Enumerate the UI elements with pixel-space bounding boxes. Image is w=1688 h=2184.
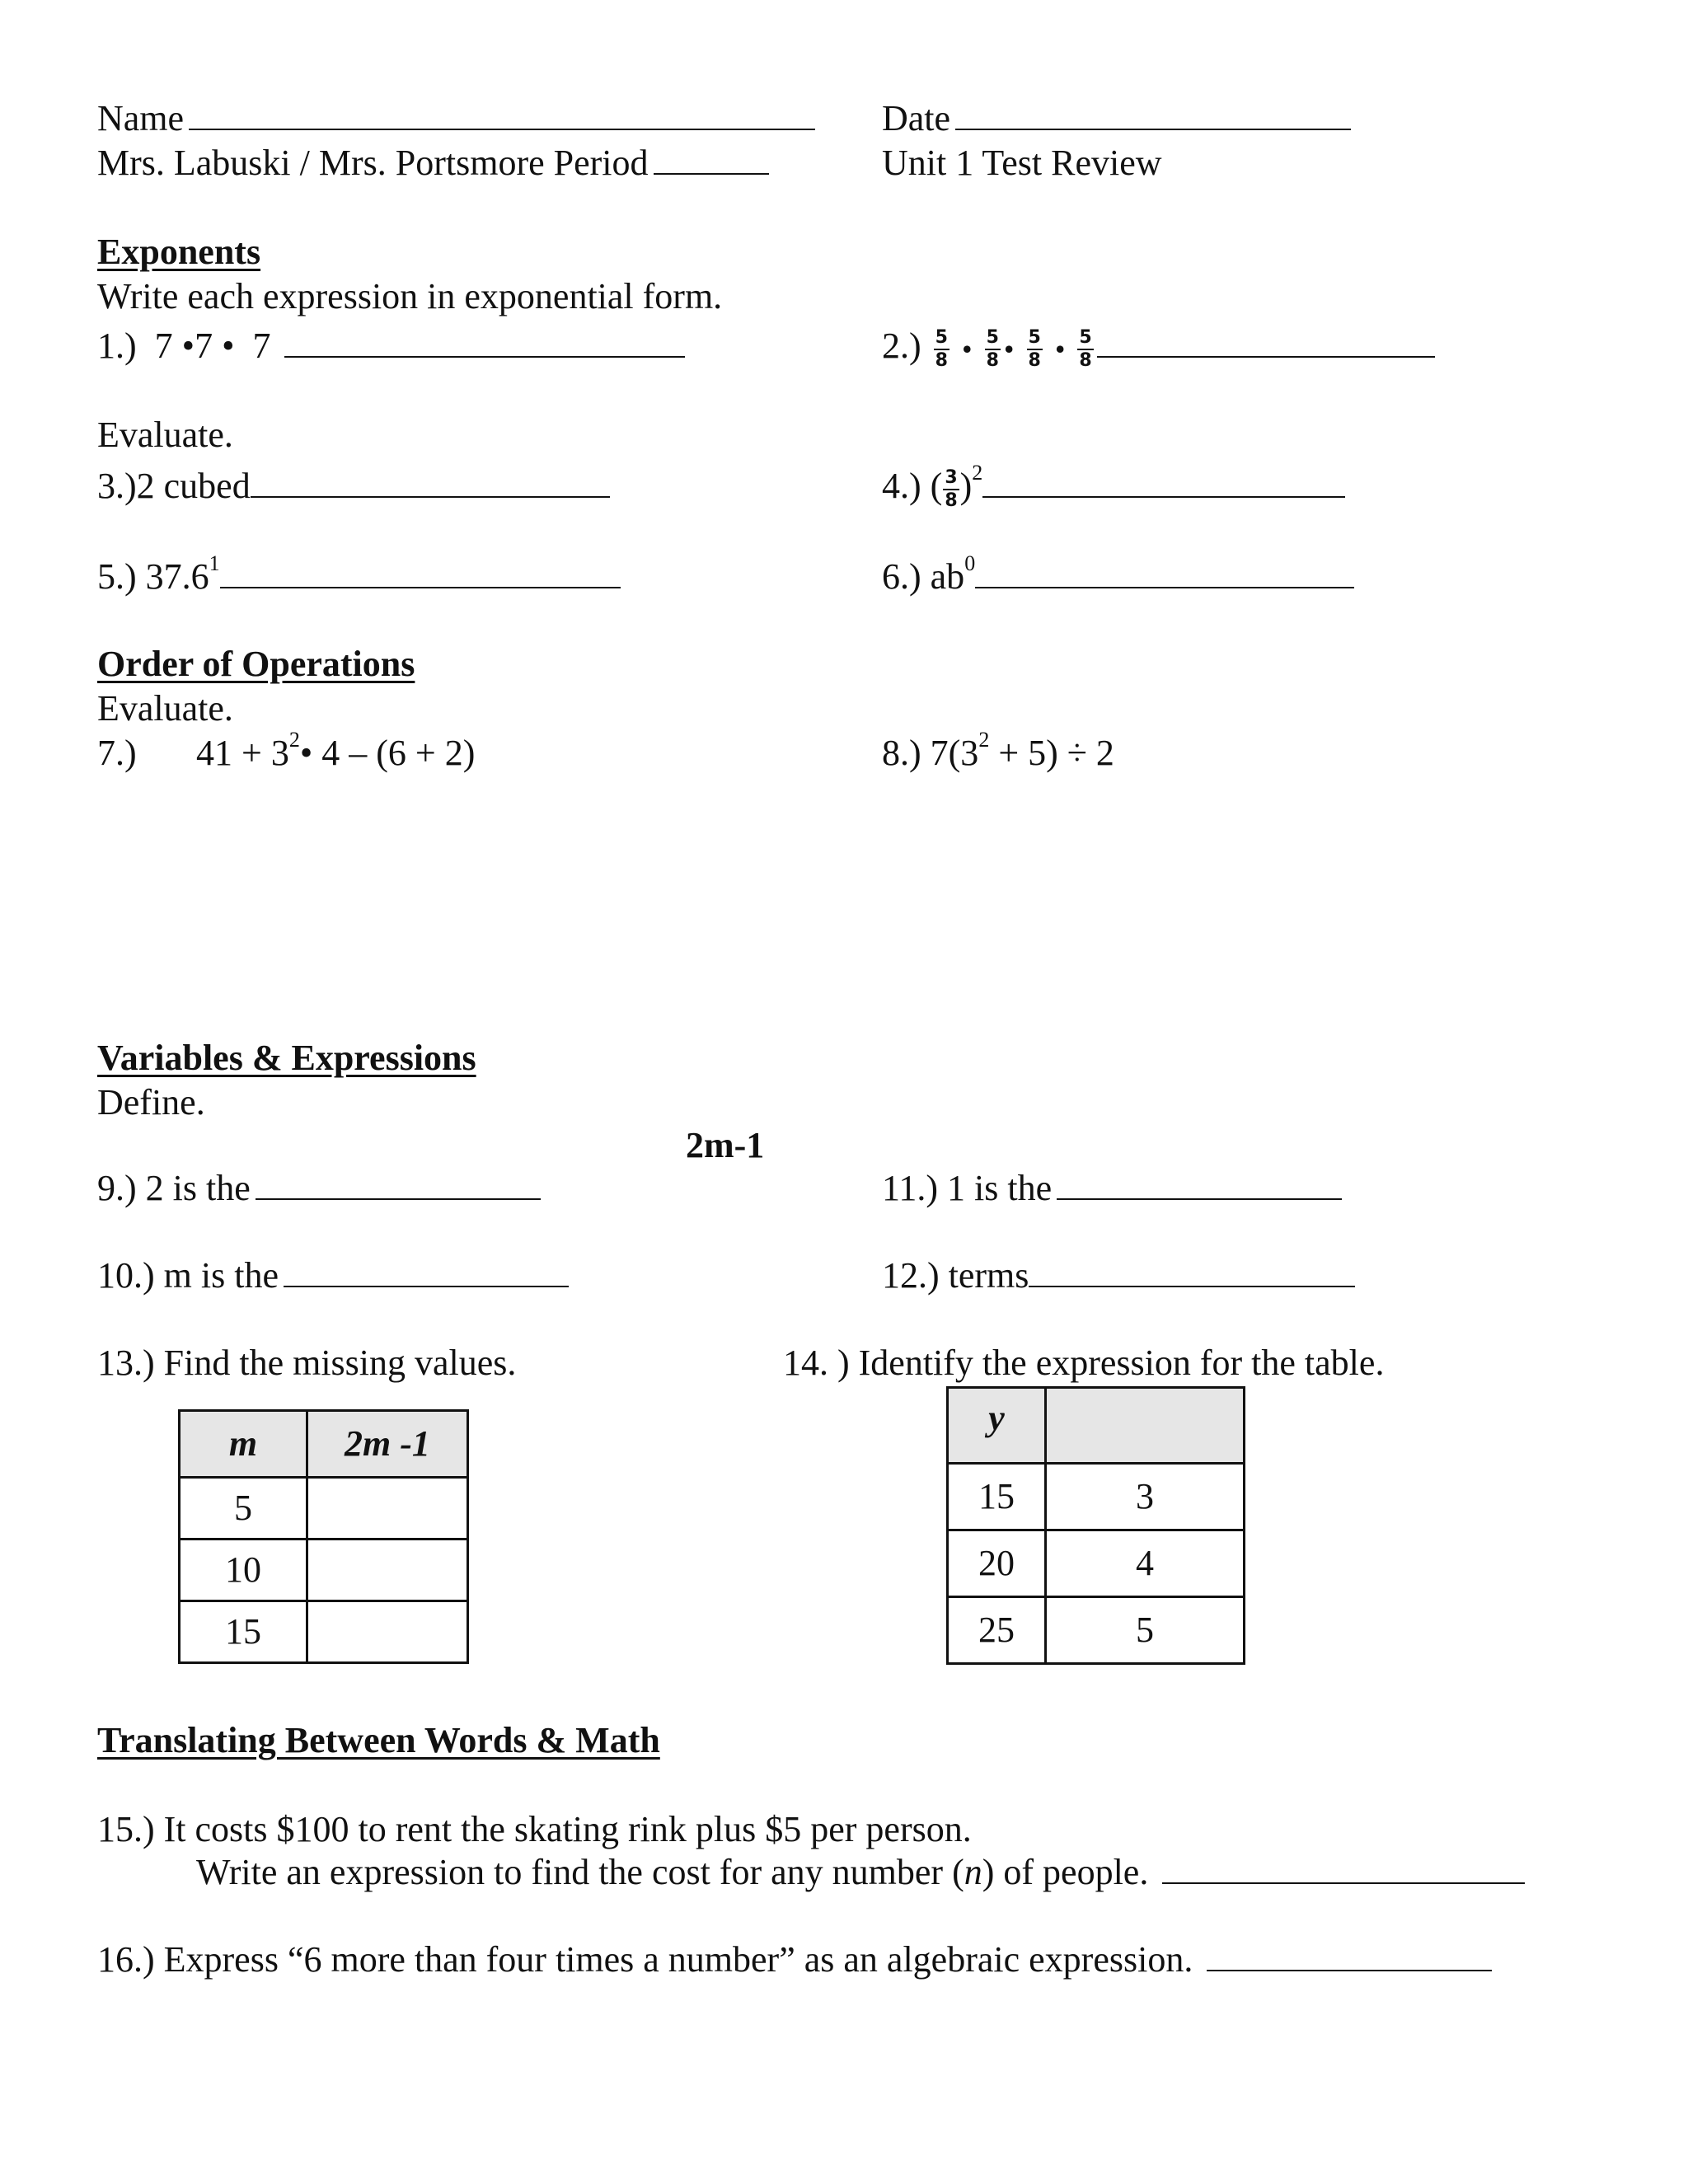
table-header-m: m [180, 1411, 307, 1478]
table-cell: 10 [180, 1540, 307, 1601]
table-q14 [946, 1386, 1245, 1665]
q2-fraction: $\frac{5}{8}$ [1028, 326, 1041, 371]
q9-text: 9.) 2 is the [97, 1168, 251, 1208]
table-row [948, 1597, 1245, 1664]
q5-text: 5.) 37.6 [97, 556, 209, 597]
question-15-line-2 [196, 1851, 1525, 1895]
q15-answer-blank[interactable] [1162, 1882, 1525, 1884]
q4-open-paren: ( [930, 466, 943, 506]
question-12 [882, 1254, 1355, 1298]
q2-label: 2.) [882, 326, 921, 366]
q1-dot: • [222, 326, 235, 366]
q2-dot: • [1003, 332, 1015, 366]
q2-dot: • [961, 332, 973, 366]
name-label: Name [97, 98, 185, 138]
table-row [948, 1530, 1245, 1597]
table-cell: 25 [948, 1597, 1046, 1664]
question-9 [97, 1167, 541, 1211]
question-11 [882, 1167, 1342, 1211]
table-cell: 20 [948, 1530, 1046, 1597]
period-blank[interactable] [654, 172, 769, 175]
date-line [882, 97, 1351, 141]
q16-answer-blank[interactable] [1207, 1969, 1492, 1971]
question-15: 15.) It costs $100 to rent the skating rink plus $5 per person. [97, 1809, 972, 1849]
q15-text: Write an expression to find the cost for any number ( [196, 1852, 964, 1892]
question-5 [97, 551, 621, 599]
q4-exponent: 2 [972, 461, 983, 485]
q15-variable: n [964, 1852, 982, 1892]
expression-2m-1: 2m-1 [686, 1125, 765, 1165]
variables-heading: Variables & Expressions [97, 1038, 476, 1078]
table-answer-cell[interactable] [307, 1540, 468, 1601]
exponents-instruction: Write each expression in exponential form. [97, 276, 723, 316]
q4-fraction: $\frac{3}{8}$ [945, 466, 958, 511]
translating-heading: Translating Between Words & Math [97, 1720, 660, 1760]
question-2 [882, 325, 1435, 370]
unit-title: Unit 1 Test Review [882, 143, 1162, 183]
table-header-2m-1: 2m -1 [307, 1411, 468, 1478]
question-3 [97, 465, 610, 509]
table-q13 [178, 1409, 469, 1664]
table-header-y: y [948, 1388, 1046, 1464]
table-cell: 3 [1046, 1464, 1245, 1530]
question-16 [97, 1938, 1492, 1982]
exponents-heading: Exponents [97, 232, 261, 272]
question-7 [97, 732, 137, 776]
table-cell: 15 [948, 1464, 1046, 1530]
name-line [97, 97, 815, 141]
q5-answer-blank[interactable] [220, 586, 621, 588]
table-cell: 5 [180, 1478, 307, 1540]
question-14: 14. ) Identify the expression for the table. [783, 1343, 1385, 1383]
q7-part: 41 + 3 [196, 733, 289, 773]
q3-text: 3.)2 cubed [97, 466, 251, 506]
table-row [180, 1540, 468, 1601]
table-row [180, 1478, 468, 1540]
order-instruction: Evaluate. [97, 688, 233, 729]
q6-exponent: 0 [964, 551, 976, 575]
q7-exponent: 2 [288, 728, 300, 752]
teacher-period-line [97, 142, 769, 185]
table-cell: 5 [1046, 1597, 1245, 1664]
date-label: Date [882, 98, 951, 138]
q3-answer-blank[interactable] [251, 495, 610, 498]
q7-expression [196, 728, 476, 776]
table-answer-cell[interactable] [307, 1478, 468, 1540]
order-of-operations-heading: Order of Operations [97, 644, 415, 684]
q11-answer-blank[interactable] [1057, 1197, 1342, 1200]
q16-text: 16.) Express “6 more than four times a number” as an algebraic expression. [97, 1939, 1193, 1980]
q5-exponent: 1 [209, 551, 220, 575]
question-8 [882, 728, 1114, 776]
q4-label: 4.) [882, 466, 921, 506]
q1-dot: • [181, 326, 195, 366]
q8-part: 8.) 7(3 [882, 733, 979, 773]
q8-exponent: 2 [978, 728, 990, 752]
q2-fraction: $\frac{5}{8}$ [1079, 326, 1092, 371]
table-row [948, 1464, 1245, 1530]
q10-answer-blank[interactable] [284, 1285, 569, 1287]
q15-text: ) of people. [982, 1852, 1149, 1892]
question-4 [882, 461, 1345, 511]
q12-answer-blank[interactable] [1029, 1285, 1355, 1287]
q1-label: 1.) [97, 326, 137, 366]
question-10 [97, 1254, 569, 1298]
table-header-blank[interactable] [1046, 1388, 1245, 1464]
q1-factor: 7 [252, 326, 271, 366]
variables-instruction: Define. [97, 1082, 205, 1122]
table-row [180, 1601, 468, 1663]
q11-text: 11.) 1 is the [882, 1168, 1053, 1208]
q1-factor: 7 [154, 326, 173, 366]
q9-answer-blank[interactable] [256, 1197, 541, 1200]
table-answer-cell[interactable] [307, 1601, 468, 1663]
question-13: 13.) Find the missing values. [97, 1343, 517, 1383]
q7-part: • 4 – (6 + 2) [299, 733, 476, 773]
table-header-row [948, 1388, 1245, 1464]
table-cell: 15 [180, 1601, 307, 1663]
table-cell: 4 [1046, 1530, 1245, 1597]
question-1 [97, 325, 685, 368]
question-6 [882, 551, 1354, 599]
q1-factor: 7 [195, 326, 213, 366]
q8-part: + 5) ÷ 2 [989, 733, 1114, 773]
date-blank[interactable] [955, 128, 1351, 130]
name-blank[interactable] [189, 128, 815, 130]
q10-text: 10.) m is the [97, 1255, 279, 1296]
evaluate-label: Evaluate. [97, 415, 233, 455]
q2-fraction: $\frac{5}{8}$ [986, 326, 999, 371]
q4-answer-blank[interactable] [982, 495, 1345, 498]
q2-dot: • [1054, 332, 1066, 366]
q1-answer-blank[interactable] [284, 355, 685, 358]
q12-text: 12.) terms [882, 1255, 1029, 1296]
q2-fraction: $\frac{5}{8}$ [935, 326, 948, 371]
q4-close-paren: ) [959, 466, 973, 506]
table-header-row [180, 1411, 468, 1478]
q2-answer-blank[interactable] [1097, 355, 1435, 358]
q7-label: 7.) [97, 733, 137, 773]
q6-answer-blank[interactable] [975, 586, 1354, 588]
teachers-period-label: Mrs. Labuski / Mrs. Portsmore Period [97, 143, 649, 183]
q6-text: 6.) ab [882, 556, 965, 597]
